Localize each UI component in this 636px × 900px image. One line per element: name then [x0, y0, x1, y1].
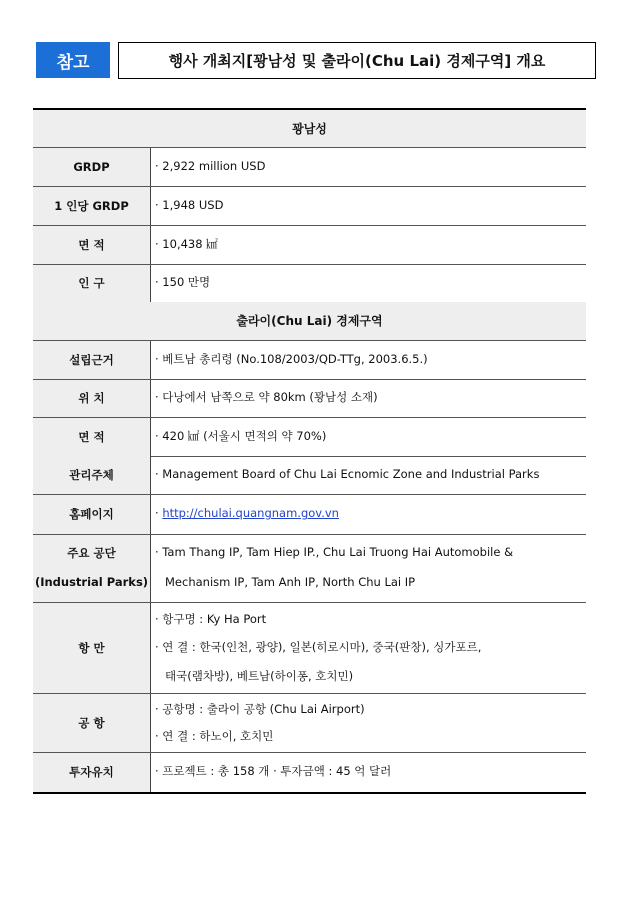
grdp-value: · 2,922 million USD [151, 147, 587, 186]
location-label: 위 치 [33, 379, 151, 417]
investment-value: · 프로젝트 : 총 158 개 · 투자금액 : 45 억 달러 [155, 764, 392, 779]
parks-line1: · Tam Thang IP, Tam Hiep IP., Chu Lai Truong Hai Automobile & [155, 545, 514, 560]
airport-label: 공 항 [33, 693, 151, 752]
province-area-value: · 10,438 ㎢ [151, 225, 587, 264]
zone-area-label: 면 적 [33, 417, 151, 456]
table-row [33, 186, 586, 225]
zone-area-value: · 420 ㎢ (서울시 면적의 약 70%) [151, 417, 587, 456]
port-value [151, 602, 587, 693]
grdp-label: GRDP [33, 147, 151, 186]
airport-line1: · 공항명 : 출라이 공항 (Chu Lai Airport) [155, 702, 365, 717]
parks-label [33, 534, 151, 602]
table-row [33, 494, 586, 534]
parks-line2: Mechanism IP, Tam Anh IP, North Chu Lai IP [165, 575, 416, 589]
parks-value [151, 534, 587, 602]
population-label: 인 구 [33, 264, 151, 302]
port-label: 항 만 [33, 602, 151, 693]
port-line3: 태국(램차방), 베트남(하이퐁, 호치민) [165, 668, 354, 683]
table-row [33, 693, 586, 752]
grdp-per-capita-value: · 1,948 USD [151, 186, 587, 225]
zone-section-title: 출라이(Chu Lai) 경제구역 [33, 302, 586, 340]
overview-table [33, 108, 586, 794]
parks-label-line1: 주요 공단 [67, 546, 116, 561]
province-area-label: 면 적 [33, 225, 151, 264]
population-value: · 150 만명 [155, 275, 211, 290]
table-row [33, 417, 586, 456]
table-row [33, 602, 586, 693]
port-line1: · 항구명 : Ky Ha Port [155, 612, 267, 627]
table-row [33, 534, 586, 602]
zone-section-row [33, 302, 586, 340]
table-row [33, 379, 586, 417]
table-row [33, 456, 586, 494]
parks-label-line2: (Industrial Parks) [34, 575, 149, 589]
table-row [33, 147, 586, 186]
airport-line2: · 연 결 : 하노이, 호치민 [155, 728, 274, 743]
homepage-label: 홈페이지 [33, 494, 151, 534]
basis-value: · 베트남 총리령 (No.108/2003/QD-TTg, 2003.6.5.) [151, 340, 587, 379]
homepage-value [151, 494, 587, 534]
page-title: 행사 개최지[꽝남성 및 출라이(Chu Lai) 경제구역] 개요 [118, 42, 596, 79]
table-row [33, 752, 586, 793]
table-row [33, 264, 586, 302]
homepage-link[interactable]: http://chulai.quangnam.gov.vn [162, 506, 339, 521]
table-row [33, 340, 586, 379]
airport-value [151, 693, 587, 752]
authority-label: 관리주체 [33, 456, 151, 494]
table-row [33, 225, 586, 264]
grdp-per-capita-label: 1 인당 GRDP [33, 186, 151, 225]
homepage-bullet: · [155, 506, 159, 521]
province-section-title: 꽝남성 [33, 109, 586, 147]
province-section-row [33, 109, 586, 147]
port-line2: · 연 결 : 한국(인천, 광양), 일본(히로시마), 중국(판창), 싱가포르, [155, 640, 482, 655]
authority-value: · Management Board of Chu Lai Ecnomic Zone and Industrial Parks [151, 456, 587, 494]
location-value: · 다낭에서 남쪽으로 약 80km (꽝남성 소재) [151, 379, 587, 417]
basis-label: 설립근거 [33, 340, 151, 379]
reference-badge: 참고 [36, 42, 110, 78]
investment-label: 투자유치 [33, 752, 151, 793]
